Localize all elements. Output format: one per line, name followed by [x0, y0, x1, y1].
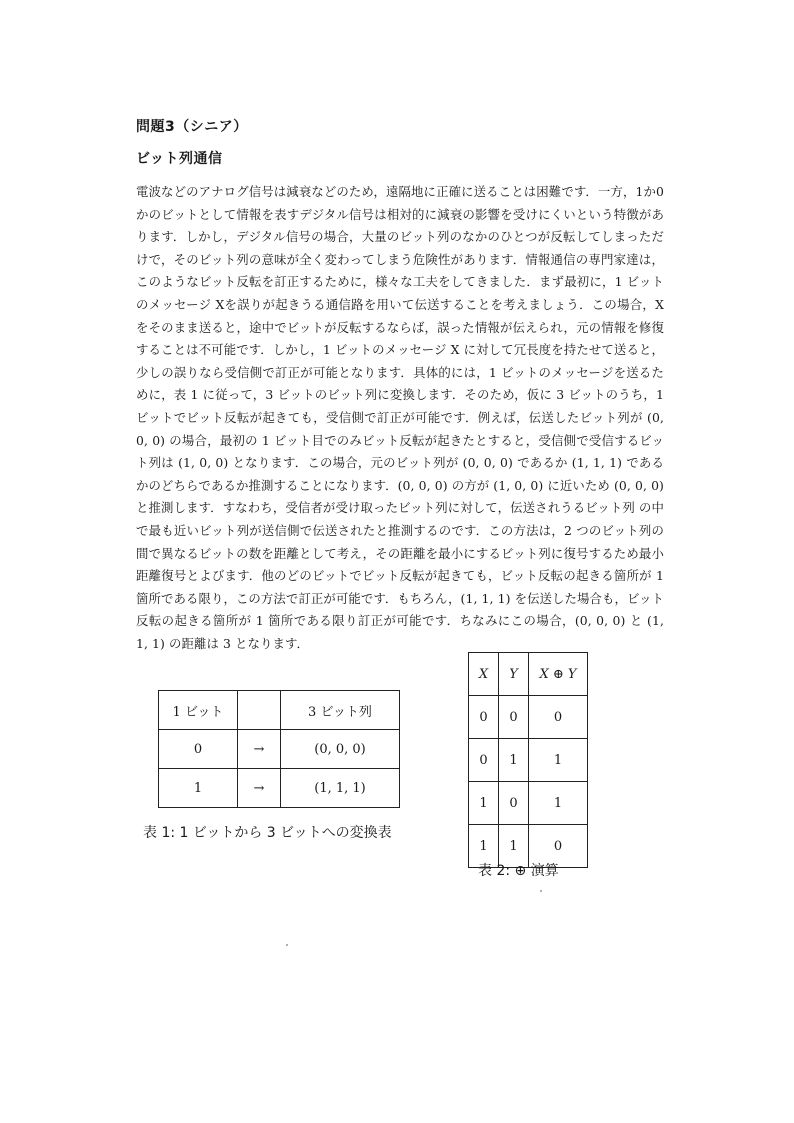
- problem-title: 問題3（シニア）: [136, 119, 248, 135]
- table-row: [159, 769, 400, 808]
- conversion-table: [158, 690, 400, 808]
- table-cell: 0: [469, 696, 499, 739]
- table-cell: 1: [159, 769, 238, 808]
- table-cell: 0: [469, 739, 499, 782]
- table-cell: 1: [469, 825, 499, 868]
- table-cell: (1, 1, 1): [281, 769, 400, 808]
- scan-speck: [286, 944, 288, 946]
- table-cell: 1: [499, 739, 529, 782]
- table-row: [469, 739, 588, 782]
- section-subtitle: ビット列通信: [136, 151, 223, 167]
- table-cell: 0: [159, 730, 238, 769]
- table-cell: 0: [499, 696, 529, 739]
- table-header-row: [469, 653, 588, 696]
- table-cell: 0: [499, 782, 529, 825]
- table-cell: (0, 0, 0): [281, 730, 400, 769]
- scan-speck: [540, 890, 542, 892]
- table-header-cell: 1 ビット: [159, 691, 238, 730]
- table2-caption: 表 2: ⊕ 演算: [478, 863, 559, 879]
- table-header-cell: Y: [499, 653, 529, 696]
- table-cell: 1: [499, 825, 529, 868]
- table1-caption: 表 1: 1 ビットから 3 ビットへの変換表: [143, 825, 392, 841]
- xor-table: [468, 652, 588, 868]
- table-cell: 1: [529, 782, 588, 825]
- table-row: [469, 696, 588, 739]
- table-row: [159, 730, 400, 769]
- table-cell: 0: [529, 825, 588, 868]
- arrow-cell: →: [238, 769, 281, 808]
- table-cell: 0: [529, 696, 588, 739]
- table-cell: 1: [529, 739, 588, 782]
- table-row: [469, 782, 588, 825]
- arrow-cell: →: [238, 730, 281, 769]
- body-paragraph: 電波などのアナログ信号は減衰などのため，遠隔地に正確に送ることは困難です．一方，1か0 かのビットとして情報を表すデジタル信号は相対的に減衰の影響を受けにくいという特徴があります．しかし，デジタル信号の場合，大量のビット列のなかのひとつが反転してしまっただけで，そのビット列の意味が全く変わってしまう危険性があります．情報通信の専門家達は，このようなビット反転を訂正するために，様々な工夫をしてきました．まず最初に，1 ビットのメッセージ Xを誤りが起きうる通信路を用いて伝送することを考えましょう．この場合，X をそのまま送ると，途中でビットが反転するならば，誤った情報が伝えられ，元の情報を修復することは不可能です．しかし，1 ビットのメッセージ X に対して冗長度を持たせて送ると，少しの誤りなら受信側で訂正が可能となります．具体的には，1 ビットのメッセージを送るために，表 1 に従って，3 ビットのビット列に変換します．そのため，仮に 3 ビットのうち，1 ビットでビット反転が起きても，受信側で訂正が可能です．例えば，伝送したビット列が (0, 0, 0) の場合，最初の 1 ビット目でのみビット反転が起きたとすると，受信側で受信するビット列は (1, 0, 0) となります．この場合，元のビット列が (0, 0, 0) であるか (1, 1, 1) であるかのどちらであるか推測することになります．(0, 0, 0) の方が (1, 0, 0) に近いため (0, 0, 0) と推測します．すなわち，受信者が受け取ったビット列に対して，伝送されうるビット列 の中で最も近いビット列が送信側で伝送されたと推測するのです．この方法は，2 つのビット列の間で異なるビットの数を距離として考え，その距離を最小にするビット列に復号するため最小距離復号とよびます．他のどのビットでビット反転が起きても，ビット反転の起きる箇所が 1 箇所である限り，この方法で訂正が可能です．もちろん，(1, 1, 1) を伝送した場合も，ビット反転の起きる箇所が 1 箇所である限り訂正が可能です．ちなみにこの場合，(0, 0, 0) と (1, 1, 1) の距離は 3 となります．: [136, 184, 664, 651]
- table-header-cell: X: [469, 653, 499, 696]
- table-header-cell: 3 ビット列: [281, 691, 400, 730]
- table-header-cell: [238, 691, 281, 730]
- table-header-cell: X ⊕ Y: [529, 653, 588, 696]
- table-cell: 1: [469, 782, 499, 825]
- table-header-row: [159, 691, 400, 730]
